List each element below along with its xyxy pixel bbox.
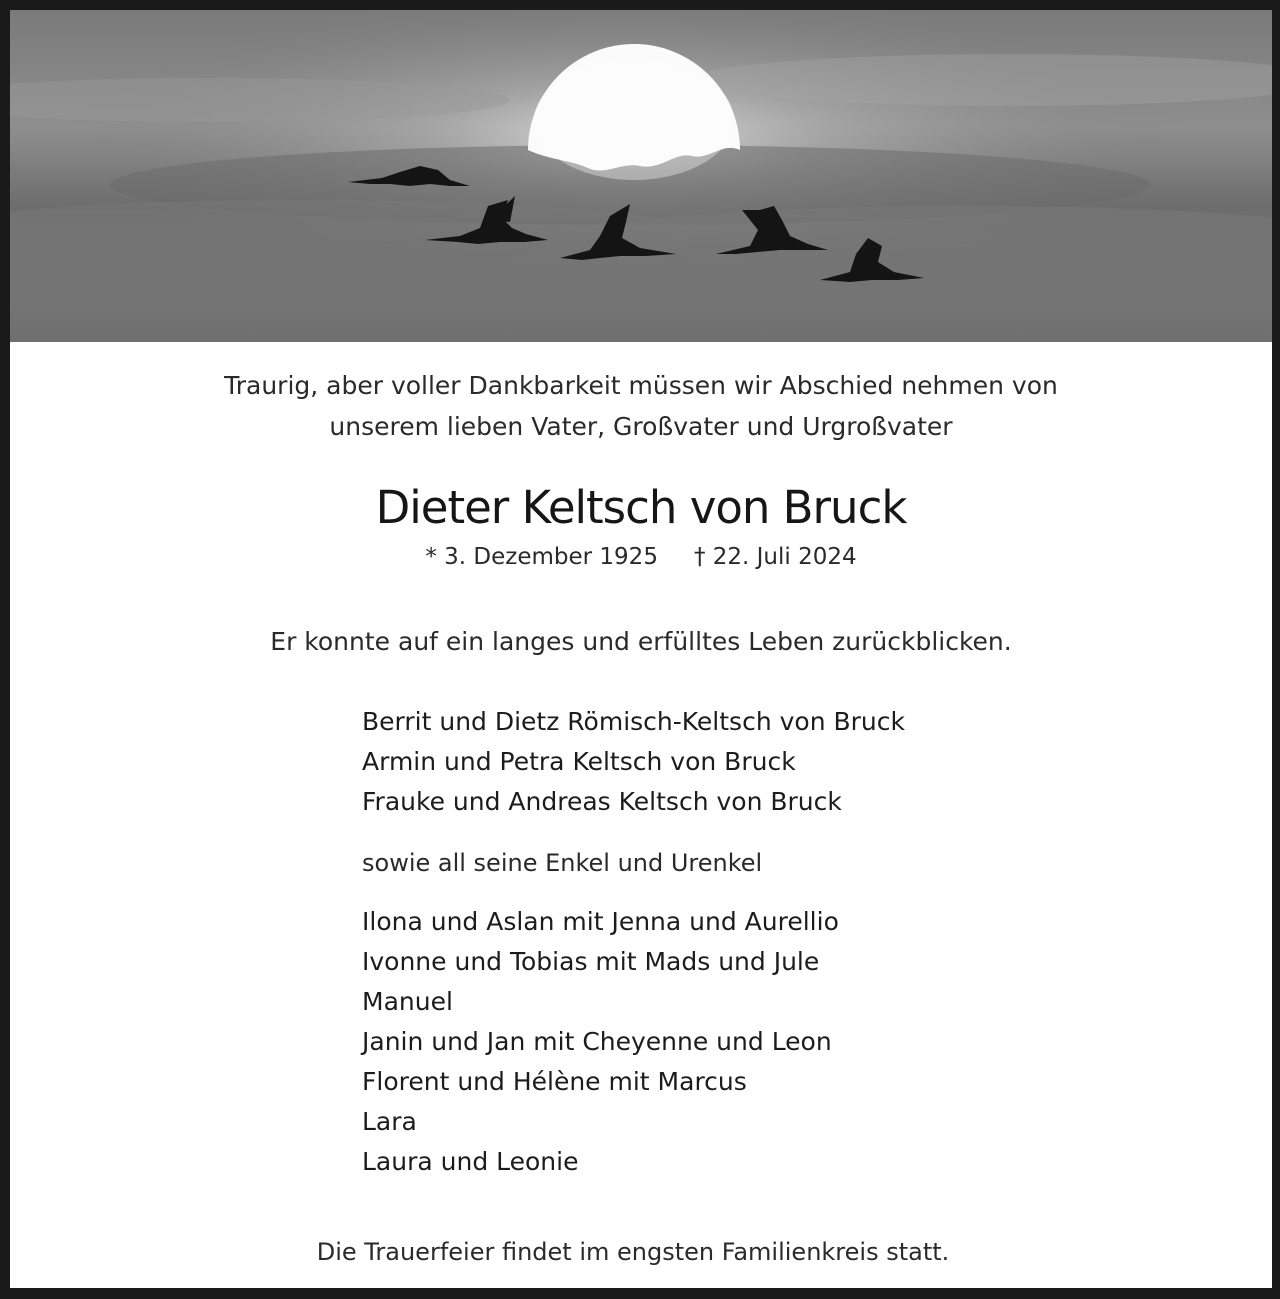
list-item: Janin und Jan mit Cheyenne und Leon xyxy=(362,1027,832,1056)
list-item: Armin und Petra Keltsch von Bruck xyxy=(362,747,796,776)
grandchildren-list xyxy=(362,902,1162,1182)
tribute-text: Er konnte auf ein langes und erfülltes Leben zurückblicken. xyxy=(270,627,1012,656)
header-photo-cranes-at-sunset xyxy=(10,10,1272,342)
children-list xyxy=(362,702,1162,822)
list-item: Florent und Hélène mit Marcus xyxy=(362,1067,747,1096)
death-date: † 22. Juli 2024 xyxy=(693,544,857,570)
intro-text xyxy=(10,365,1272,447)
deceased-name: Dieter Keltsch von Bruck xyxy=(375,481,907,534)
life-dates xyxy=(10,540,1272,574)
funeral-note: Die Trauerfeier findet im engsten Familienkreis statt. xyxy=(316,1238,950,1266)
list-item: Laura und Leonie xyxy=(362,1147,579,1176)
list-item: Manuel xyxy=(362,987,453,1016)
list-item: Ilona und Aslan mit Jenna und Aurellio xyxy=(362,907,839,936)
intro-line: unserem lieben Vater, Großvater und Urgroßvater xyxy=(329,412,953,441)
list-item: Berrit und Dietz Römisch-Keltsch von Bruck xyxy=(362,707,905,736)
grandchildren-intro: sowie all seine Enkel und Urenkel xyxy=(362,849,763,877)
list-item: Lara xyxy=(362,1107,417,1136)
list-item: Frauke und Andreas Keltsch von Bruck xyxy=(362,787,842,816)
list-item: Ivonne und Tobias mit Mads und Jule xyxy=(362,947,820,976)
birth-date: * 3. Dezember 1925 xyxy=(425,544,658,570)
intro-line: Traurig, aber voller Dankbarkeit müssen wir Abschied nehmen von xyxy=(224,371,1058,400)
obituary-notice xyxy=(10,10,1272,1288)
